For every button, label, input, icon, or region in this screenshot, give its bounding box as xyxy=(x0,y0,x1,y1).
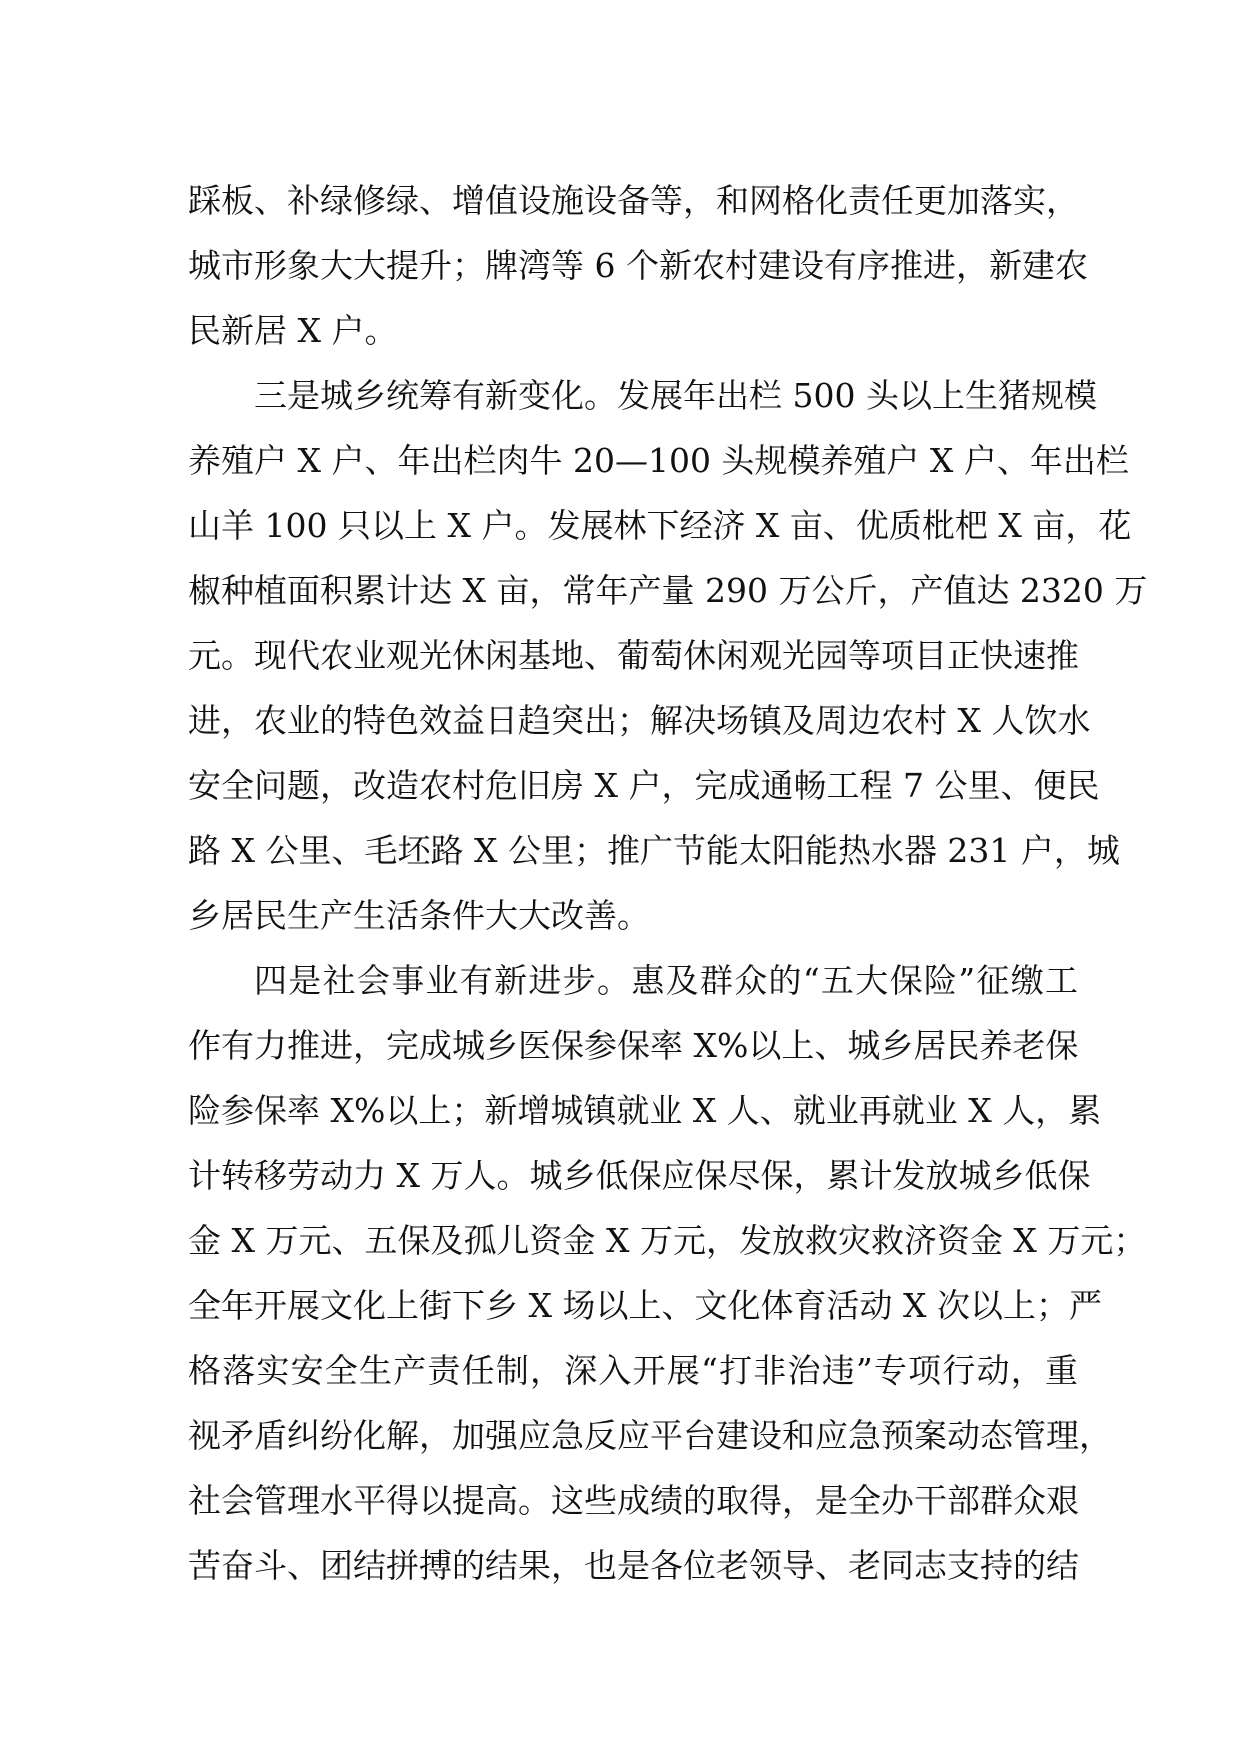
paragraph-first-line: 三是城乡统筹有新变化。发展年出栏 500 头以上生猪规模 xyxy=(254,376,1097,415)
text-line: 进，农业的特色效益日趋突出；解决场镇及周边农村 X 人饮水 xyxy=(188,701,1091,740)
text-line: 社会管理水平得以提高。这些成绩的取得，是全办干部群众艰 xyxy=(188,1481,1079,1520)
body-text xyxy=(188,168,1148,1598)
text-line: 作有力推进，完成城乡医保参保率 X%以上、城乡居民养老保 xyxy=(188,1026,1079,1065)
text-line: 金 X 万元、五保及孤儿资金 X 万元，发放救灾救济资金 X 万元； xyxy=(188,1221,1147,1260)
text-line: 全年开展文化上街下乡 X 场以上、文化体育活动 X 次以上；严 xyxy=(188,1286,1102,1325)
text-line: 计转移劳动力 X 万人。城乡低保应保尽保，累计发放城乡低保 xyxy=(188,1156,1091,1195)
text-line: 路 X 公里、毛坯路 X 公里；推广节能太阳能热水器 231 户，城 xyxy=(188,831,1120,870)
text-line: 城市形象大大提升；牌湾等 6 个新农村建设有序推进，新建农 xyxy=(188,246,1088,285)
text-line: 苦奋斗、团结拼搏的结果，也是各位老领导、老同志支持的结 xyxy=(188,1546,1079,1585)
text-line: 山羊 100 只以上 X 户。发展林下经济 X 亩、优质枇杷 X 亩，花 xyxy=(188,506,1132,545)
text-line: 踩板、补绿修绿、增值设施设备等，和网格化责任更加落实， xyxy=(188,181,1079,220)
text-line: 险参保率 X%以上；新增城镇就业 X 人、就业再就业 X 人，累 xyxy=(188,1091,1102,1130)
text-line: 元。现代农业观光休闲基地、葡萄休闲观光园等项目正快速推 xyxy=(188,636,1079,675)
text-line: 民新居 X 户。 xyxy=(188,311,398,350)
text-line: 乡居民生产生活条件大大改善。 xyxy=(188,896,650,935)
text-line: 安全问题，改造农村危旧房 X 户，完成通畅工程 7 公里、便民 xyxy=(188,766,1100,805)
text-line: 养殖户 X 户、年出栏肉牛 20—100 头规模养殖户 X 户、年出栏 xyxy=(188,441,1129,480)
text-line: 格落实安全生产责任制，深入开展“打非治违”专项行动，重 xyxy=(188,1351,1078,1390)
text-line: 视矛盾纠纷化解，加强应急反应平台建设和应急预案动态管理， xyxy=(188,1416,1112,1455)
paragraph-first-line: 四是社会事业有新进步。惠及群众的“五大保险”征缴工 xyxy=(254,961,1078,1000)
text-line: 椒种植面积累计达 X 亩，常年产量 290 万公斤，产值达 2320 万 xyxy=(188,571,1148,610)
